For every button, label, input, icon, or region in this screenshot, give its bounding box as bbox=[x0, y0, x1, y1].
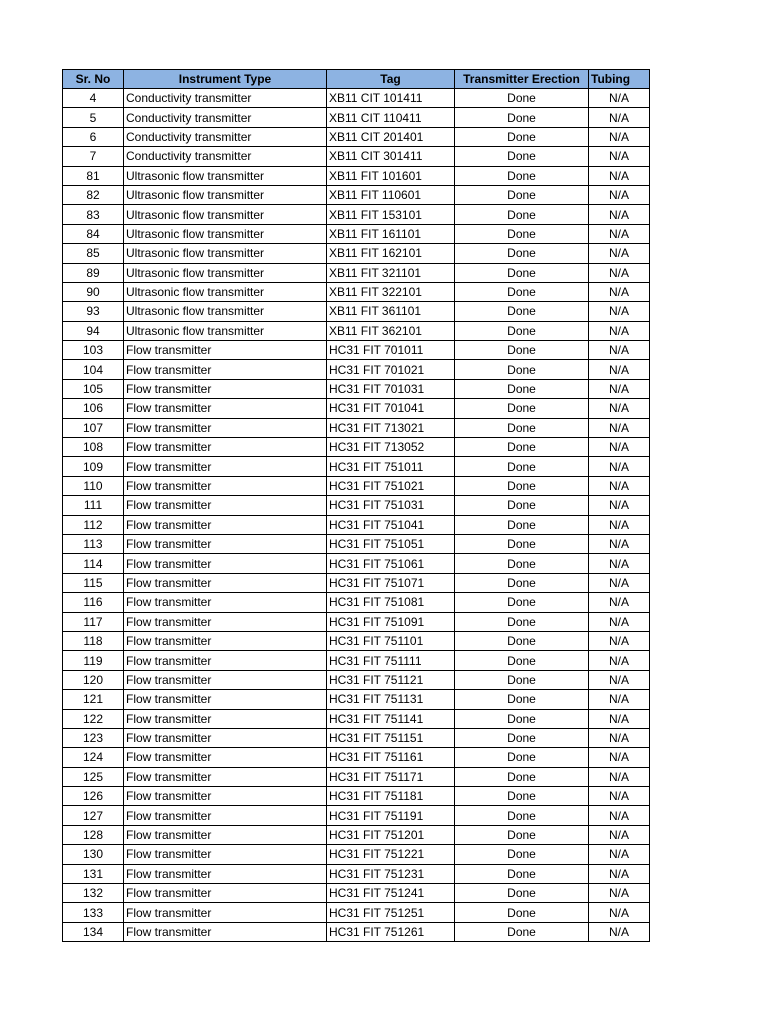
table-row bbox=[63, 884, 650, 903]
tag-cell: XB11 FIT 321101 bbox=[327, 263, 455, 282]
instrument-type-cell: Flow transmitter bbox=[124, 496, 327, 515]
table-row bbox=[63, 709, 650, 728]
instrument-type-cell: Flow transmitter bbox=[124, 845, 327, 864]
table-row bbox=[63, 651, 650, 670]
instrument-type-cell: Ultrasonic flow transmitter bbox=[124, 263, 327, 282]
erection-status-cell: Done bbox=[455, 748, 589, 767]
erection-status-cell: Done bbox=[455, 845, 589, 864]
table-row bbox=[63, 903, 650, 922]
instrument-type-cell: Ultrasonic flow transmitter bbox=[124, 321, 327, 340]
tag-cell: HC31 FIT 751241 bbox=[327, 884, 455, 903]
instrument-type-cell: Flow transmitter bbox=[124, 922, 327, 941]
instrument-type-cell: Flow transmitter bbox=[124, 612, 327, 631]
table-row bbox=[63, 302, 650, 321]
erection-status-cell: Done bbox=[455, 457, 589, 476]
sr-no-cell: 109 bbox=[63, 457, 124, 476]
table-row bbox=[63, 418, 650, 437]
table-row bbox=[63, 244, 650, 263]
tubing-status-cell: N/A bbox=[589, 884, 650, 903]
erection-status-cell: Done bbox=[455, 573, 589, 592]
table-body bbox=[63, 89, 650, 942]
table-row bbox=[63, 864, 650, 883]
tag-cell: HC31 FIT 751041 bbox=[327, 515, 455, 534]
instrument-type-cell: Flow transmitter bbox=[124, 787, 327, 806]
tag-cell: XB11 CIT 110411 bbox=[327, 108, 455, 127]
tag-cell: HC31 FIT 713021 bbox=[327, 418, 455, 437]
instrument-type-cell: Ultrasonic flow transmitter bbox=[124, 282, 327, 301]
instrument-type-cell: Flow transmitter bbox=[124, 515, 327, 534]
tubing-status-cell: N/A bbox=[589, 108, 650, 127]
sr-no-cell: 5 bbox=[63, 108, 124, 127]
instrument-type-cell: Flow transmitter bbox=[124, 438, 327, 457]
erection-status-cell: Done bbox=[455, 379, 589, 398]
tag-cell: HC31 FIT 751031 bbox=[327, 496, 455, 515]
tubing-status-cell: N/A bbox=[589, 593, 650, 612]
table-row bbox=[63, 457, 650, 476]
instrument-type-cell: Ultrasonic flow transmitter bbox=[124, 302, 327, 321]
sr-no-cell: 118 bbox=[63, 631, 124, 650]
instrument-type-cell: Conductivity transmitter bbox=[124, 127, 327, 146]
erection-status-cell: Done bbox=[455, 922, 589, 941]
table-row bbox=[63, 515, 650, 534]
table-row bbox=[63, 825, 650, 844]
sr-no-cell: 83 bbox=[63, 205, 124, 224]
sr-no-cell: 115 bbox=[63, 573, 124, 592]
sr-no-cell: 111 bbox=[63, 496, 124, 515]
erection-status-cell: Done bbox=[455, 728, 589, 747]
table-header bbox=[63, 70, 650, 89]
table-row bbox=[63, 496, 650, 515]
erection-status-cell: Done bbox=[455, 631, 589, 650]
tag-cell: XB11 FIT 362101 bbox=[327, 321, 455, 340]
sr-no-cell: 126 bbox=[63, 787, 124, 806]
instrument-status-table bbox=[62, 69, 650, 942]
tubing-status-cell: N/A bbox=[589, 205, 650, 224]
tubing-status-cell: N/A bbox=[589, 185, 650, 204]
table-row bbox=[63, 185, 650, 204]
sr-no-cell: 90 bbox=[63, 282, 124, 301]
tag-cell: HC31 FIT 751131 bbox=[327, 690, 455, 709]
header-instrument-type: Instrument Type bbox=[124, 70, 327, 89]
tubing-status-cell: N/A bbox=[589, 728, 650, 747]
tag-cell: HC31 FIT 751171 bbox=[327, 767, 455, 786]
instrument-type-cell: Flow transmitter bbox=[124, 670, 327, 689]
erection-status-cell: Done bbox=[455, 787, 589, 806]
erection-status-cell: Done bbox=[455, 360, 589, 379]
sr-no-cell: 124 bbox=[63, 748, 124, 767]
tubing-status-cell: N/A bbox=[589, 651, 650, 670]
sr-no-cell: 127 bbox=[63, 806, 124, 825]
table-row bbox=[63, 593, 650, 612]
header-row bbox=[63, 70, 650, 89]
tubing-status-cell: N/A bbox=[589, 496, 650, 515]
erection-status-cell: Done bbox=[455, 476, 589, 495]
instrument-type-cell: Flow transmitter bbox=[124, 418, 327, 437]
erection-status-cell: Done bbox=[455, 89, 589, 108]
instrument-type-cell: Flow transmitter bbox=[124, 709, 327, 728]
erection-status-cell: Done bbox=[455, 185, 589, 204]
sr-no-cell: 119 bbox=[63, 651, 124, 670]
tubing-status-cell: N/A bbox=[589, 244, 650, 263]
instrument-type-cell: Flow transmitter bbox=[124, 748, 327, 767]
erection-status-cell: Done bbox=[455, 670, 589, 689]
instrument-type-cell: Flow transmitter bbox=[124, 728, 327, 747]
sr-no-cell: 122 bbox=[63, 709, 124, 728]
tubing-status-cell: N/A bbox=[589, 922, 650, 941]
tag-cell: HC31 FIT 751011 bbox=[327, 457, 455, 476]
tag-cell: XB11 CIT 201401 bbox=[327, 127, 455, 146]
erection-status-cell: Done bbox=[455, 864, 589, 883]
sr-no-cell: 104 bbox=[63, 360, 124, 379]
table-row bbox=[63, 690, 650, 709]
erection-status-cell: Done bbox=[455, 554, 589, 573]
instrument-type-cell: Flow transmitter bbox=[124, 631, 327, 650]
sr-no-cell: 85 bbox=[63, 244, 124, 263]
sr-no-cell: 121 bbox=[63, 690, 124, 709]
sr-no-cell: 81 bbox=[63, 166, 124, 185]
sr-no-cell: 6 bbox=[63, 127, 124, 146]
table-row bbox=[63, 845, 650, 864]
table-row bbox=[63, 728, 650, 747]
instrument-type-cell: Flow transmitter bbox=[124, 554, 327, 573]
instrument-type-cell: Flow transmitter bbox=[124, 806, 327, 825]
header-tubing: Tubing bbox=[589, 70, 650, 89]
erection-status-cell: Done bbox=[455, 321, 589, 340]
tag-cell: HC31 FIT 751061 bbox=[327, 554, 455, 573]
tag-cell: HC31 FIT 751221 bbox=[327, 845, 455, 864]
instrument-type-cell: Conductivity transmitter bbox=[124, 147, 327, 166]
instrument-type-cell: Flow transmitter bbox=[124, 360, 327, 379]
erection-status-cell: Done bbox=[455, 651, 589, 670]
header-transmitter-erection: Transmitter Erection bbox=[455, 70, 589, 89]
tag-cell: XB11 FIT 110601 bbox=[327, 185, 455, 204]
tubing-status-cell: N/A bbox=[589, 709, 650, 728]
instrument-type-cell: Conductivity transmitter bbox=[124, 108, 327, 127]
tag-cell: HC31 FIT 751181 bbox=[327, 787, 455, 806]
erection-status-cell: Done bbox=[455, 108, 589, 127]
tubing-status-cell: N/A bbox=[589, 864, 650, 883]
table-row bbox=[63, 787, 650, 806]
tag-cell: HC31 FIT 713052 bbox=[327, 438, 455, 457]
erection-status-cell: Done bbox=[455, 884, 589, 903]
instrument-type-cell: Flow transmitter bbox=[124, 341, 327, 360]
sr-no-cell: 105 bbox=[63, 379, 124, 398]
tag-cell: HC31 FIT 751151 bbox=[327, 728, 455, 747]
table-row bbox=[63, 127, 650, 146]
tubing-status-cell: N/A bbox=[589, 767, 650, 786]
table-row bbox=[63, 282, 650, 301]
tubing-status-cell: N/A bbox=[589, 147, 650, 166]
sr-no-cell: 128 bbox=[63, 825, 124, 844]
erection-status-cell: Done bbox=[455, 399, 589, 418]
tag-cell: HC31 FIT 751051 bbox=[327, 534, 455, 553]
tubing-status-cell: N/A bbox=[589, 438, 650, 457]
tag-cell: XB11 CIT 101411 bbox=[327, 89, 455, 108]
erection-status-cell: Done bbox=[455, 302, 589, 321]
tag-cell: XB11 FIT 162101 bbox=[327, 244, 455, 263]
table-row bbox=[63, 573, 650, 592]
sr-no-cell: 93 bbox=[63, 302, 124, 321]
sr-no-cell: 134 bbox=[63, 922, 124, 941]
tubing-status-cell: N/A bbox=[589, 554, 650, 573]
tubing-status-cell: N/A bbox=[589, 321, 650, 340]
tubing-status-cell: N/A bbox=[589, 341, 650, 360]
erection-status-cell: Done bbox=[455, 806, 589, 825]
sr-no-cell: 116 bbox=[63, 593, 124, 612]
tubing-status-cell: N/A bbox=[589, 612, 650, 631]
erection-status-cell: Done bbox=[455, 903, 589, 922]
tubing-status-cell: N/A bbox=[589, 845, 650, 864]
sr-no-cell: 107 bbox=[63, 418, 124, 437]
tubing-status-cell: N/A bbox=[589, 263, 650, 282]
table-row bbox=[63, 166, 650, 185]
tubing-status-cell: N/A bbox=[589, 515, 650, 534]
tubing-status-cell: N/A bbox=[589, 302, 650, 321]
tag-cell: XB11 FIT 361101 bbox=[327, 302, 455, 321]
tubing-status-cell: N/A bbox=[589, 127, 650, 146]
instrument-type-cell: Ultrasonic flow transmitter bbox=[124, 224, 327, 243]
header-sr-no: Sr. No bbox=[63, 70, 124, 89]
table-row bbox=[63, 670, 650, 689]
tubing-status-cell: N/A bbox=[589, 787, 650, 806]
instrument-type-cell: Flow transmitter bbox=[124, 767, 327, 786]
erection-status-cell: Done bbox=[455, 496, 589, 515]
tubing-status-cell: N/A bbox=[589, 690, 650, 709]
table-row bbox=[63, 631, 650, 650]
sr-no-cell: 89 bbox=[63, 263, 124, 282]
tag-cell: HC31 FIT 701011 bbox=[327, 341, 455, 360]
table-row bbox=[63, 554, 650, 573]
erection-status-cell: Done bbox=[455, 515, 589, 534]
table-row bbox=[63, 147, 650, 166]
tubing-status-cell: N/A bbox=[589, 631, 650, 650]
tag-cell: HC31 FIT 751201 bbox=[327, 825, 455, 844]
tubing-status-cell: N/A bbox=[589, 825, 650, 844]
sr-no-cell: 103 bbox=[63, 341, 124, 360]
tubing-status-cell: N/A bbox=[589, 806, 650, 825]
sr-no-cell: 106 bbox=[63, 399, 124, 418]
table-row bbox=[63, 922, 650, 941]
table-row bbox=[63, 263, 650, 282]
instrument-type-cell: Flow transmitter bbox=[124, 903, 327, 922]
erection-status-cell: Done bbox=[455, 341, 589, 360]
tubing-status-cell: N/A bbox=[589, 379, 650, 398]
instrument-type-cell: Flow transmitter bbox=[124, 534, 327, 553]
erection-status-cell: Done bbox=[455, 612, 589, 631]
instrument-type-cell: Ultrasonic flow transmitter bbox=[124, 244, 327, 263]
tag-cell: HC31 FIT 751111 bbox=[327, 651, 455, 670]
table-row bbox=[63, 612, 650, 631]
instrument-type-cell: Ultrasonic flow transmitter bbox=[124, 205, 327, 224]
table-row bbox=[63, 321, 650, 340]
header-tag: Tag bbox=[327, 70, 455, 89]
sr-no-cell: 125 bbox=[63, 767, 124, 786]
tubing-status-cell: N/A bbox=[589, 224, 650, 243]
erection-status-cell: Done bbox=[455, 418, 589, 437]
sr-no-cell: 123 bbox=[63, 728, 124, 747]
erection-status-cell: Done bbox=[455, 127, 589, 146]
table-row bbox=[63, 399, 650, 418]
erection-status-cell: Done bbox=[455, 147, 589, 166]
sr-no-cell: 4 bbox=[63, 89, 124, 108]
sr-no-cell: 108 bbox=[63, 438, 124, 457]
table-row bbox=[63, 224, 650, 243]
table-row bbox=[63, 108, 650, 127]
erection-status-cell: Done bbox=[455, 690, 589, 709]
instrument-type-cell: Flow transmitter bbox=[124, 884, 327, 903]
instrument-type-cell: Flow transmitter bbox=[124, 573, 327, 592]
table-row bbox=[63, 476, 650, 495]
table-row bbox=[63, 379, 650, 398]
table-row bbox=[63, 438, 650, 457]
table-row bbox=[63, 534, 650, 553]
sr-no-cell: 117 bbox=[63, 612, 124, 631]
tag-cell: HC31 FIT 751081 bbox=[327, 593, 455, 612]
instrument-type-cell: Flow transmitter bbox=[124, 651, 327, 670]
sr-no-cell: 110 bbox=[63, 476, 124, 495]
tag-cell: XB11 CIT 301411 bbox=[327, 147, 455, 166]
tubing-status-cell: N/A bbox=[589, 748, 650, 767]
tubing-status-cell: N/A bbox=[589, 166, 650, 185]
instrument-type-cell: Flow transmitter bbox=[124, 690, 327, 709]
tag-cell: HC31 FIT 751231 bbox=[327, 864, 455, 883]
tag-cell: HC31 FIT 751191 bbox=[327, 806, 455, 825]
instrument-type-cell: Ultrasonic flow transmitter bbox=[124, 166, 327, 185]
tag-cell: HC31 FIT 751071 bbox=[327, 573, 455, 592]
erection-status-cell: Done bbox=[455, 263, 589, 282]
sr-no-cell: 120 bbox=[63, 670, 124, 689]
tag-cell: HC31 FIT 751121 bbox=[327, 670, 455, 689]
sr-no-cell: 82 bbox=[63, 185, 124, 204]
tag-cell: HC31 FIT 751021 bbox=[327, 476, 455, 495]
sr-no-cell: 130 bbox=[63, 845, 124, 864]
table-row bbox=[63, 767, 650, 786]
tag-cell: HC31 FIT 751101 bbox=[327, 631, 455, 650]
tubing-status-cell: N/A bbox=[589, 534, 650, 553]
table-row bbox=[63, 205, 650, 224]
instrument-type-cell: Flow transmitter bbox=[124, 864, 327, 883]
instrument-type-cell: Flow transmitter bbox=[124, 379, 327, 398]
erection-status-cell: Done bbox=[455, 282, 589, 301]
erection-status-cell: Done bbox=[455, 438, 589, 457]
tag-cell: HC31 FIT 701021 bbox=[327, 360, 455, 379]
instrument-type-cell: Flow transmitter bbox=[124, 399, 327, 418]
tubing-status-cell: N/A bbox=[589, 360, 650, 379]
erection-status-cell: Done bbox=[455, 224, 589, 243]
table-row bbox=[63, 89, 650, 108]
tag-cell: XB11 FIT 153101 bbox=[327, 205, 455, 224]
table-row bbox=[63, 806, 650, 825]
erection-status-cell: Done bbox=[455, 767, 589, 786]
sr-no-cell: 7 bbox=[63, 147, 124, 166]
erection-status-cell: Done bbox=[455, 205, 589, 224]
tag-cell: XB11 FIT 322101 bbox=[327, 282, 455, 301]
sr-no-cell: 114 bbox=[63, 554, 124, 573]
tubing-status-cell: N/A bbox=[589, 670, 650, 689]
sr-no-cell: 133 bbox=[63, 903, 124, 922]
tag-cell: XB11 FIT 161101 bbox=[327, 224, 455, 243]
instrument-type-cell: Flow transmitter bbox=[124, 457, 327, 476]
tubing-status-cell: N/A bbox=[589, 573, 650, 592]
tubing-status-cell: N/A bbox=[589, 399, 650, 418]
tag-cell: HC31 FIT 751091 bbox=[327, 612, 455, 631]
sr-no-cell: 112 bbox=[63, 515, 124, 534]
erection-status-cell: Done bbox=[455, 825, 589, 844]
tubing-status-cell: N/A bbox=[589, 476, 650, 495]
tag-cell: HC31 FIT 701031 bbox=[327, 379, 455, 398]
tubing-status-cell: N/A bbox=[589, 457, 650, 476]
instrument-type-cell: Flow transmitter bbox=[124, 593, 327, 612]
tag-cell: HC31 FIT 751161 bbox=[327, 748, 455, 767]
erection-status-cell: Done bbox=[455, 709, 589, 728]
tubing-status-cell: N/A bbox=[589, 282, 650, 301]
tubing-status-cell: N/A bbox=[589, 418, 650, 437]
sr-no-cell: 131 bbox=[63, 864, 124, 883]
sr-no-cell: 132 bbox=[63, 884, 124, 903]
instrument-type-cell: Conductivity transmitter bbox=[124, 89, 327, 108]
tag-cell: HC31 FIT 751141 bbox=[327, 709, 455, 728]
table-row bbox=[63, 341, 650, 360]
table-row bbox=[63, 748, 650, 767]
instrument-type-cell: Flow transmitter bbox=[124, 825, 327, 844]
sr-no-cell: 113 bbox=[63, 534, 124, 553]
erection-status-cell: Done bbox=[455, 593, 589, 612]
tag-cell: HC31 FIT 751251 bbox=[327, 903, 455, 922]
sr-no-cell: 84 bbox=[63, 224, 124, 243]
table-row bbox=[63, 360, 650, 379]
sr-no-cell: 94 bbox=[63, 321, 124, 340]
tag-cell: XB11 FIT 101601 bbox=[327, 166, 455, 185]
tubing-status-cell: N/A bbox=[589, 89, 650, 108]
erection-status-cell: Done bbox=[455, 166, 589, 185]
tag-cell: HC31 FIT 701041 bbox=[327, 399, 455, 418]
tubing-status-cell: N/A bbox=[589, 903, 650, 922]
instrument-type-cell: Ultrasonic flow transmitter bbox=[124, 185, 327, 204]
instrument-type-cell: Flow transmitter bbox=[124, 476, 327, 495]
erection-status-cell: Done bbox=[455, 534, 589, 553]
erection-status-cell: Done bbox=[455, 244, 589, 263]
tag-cell: HC31 FIT 751261 bbox=[327, 922, 455, 941]
